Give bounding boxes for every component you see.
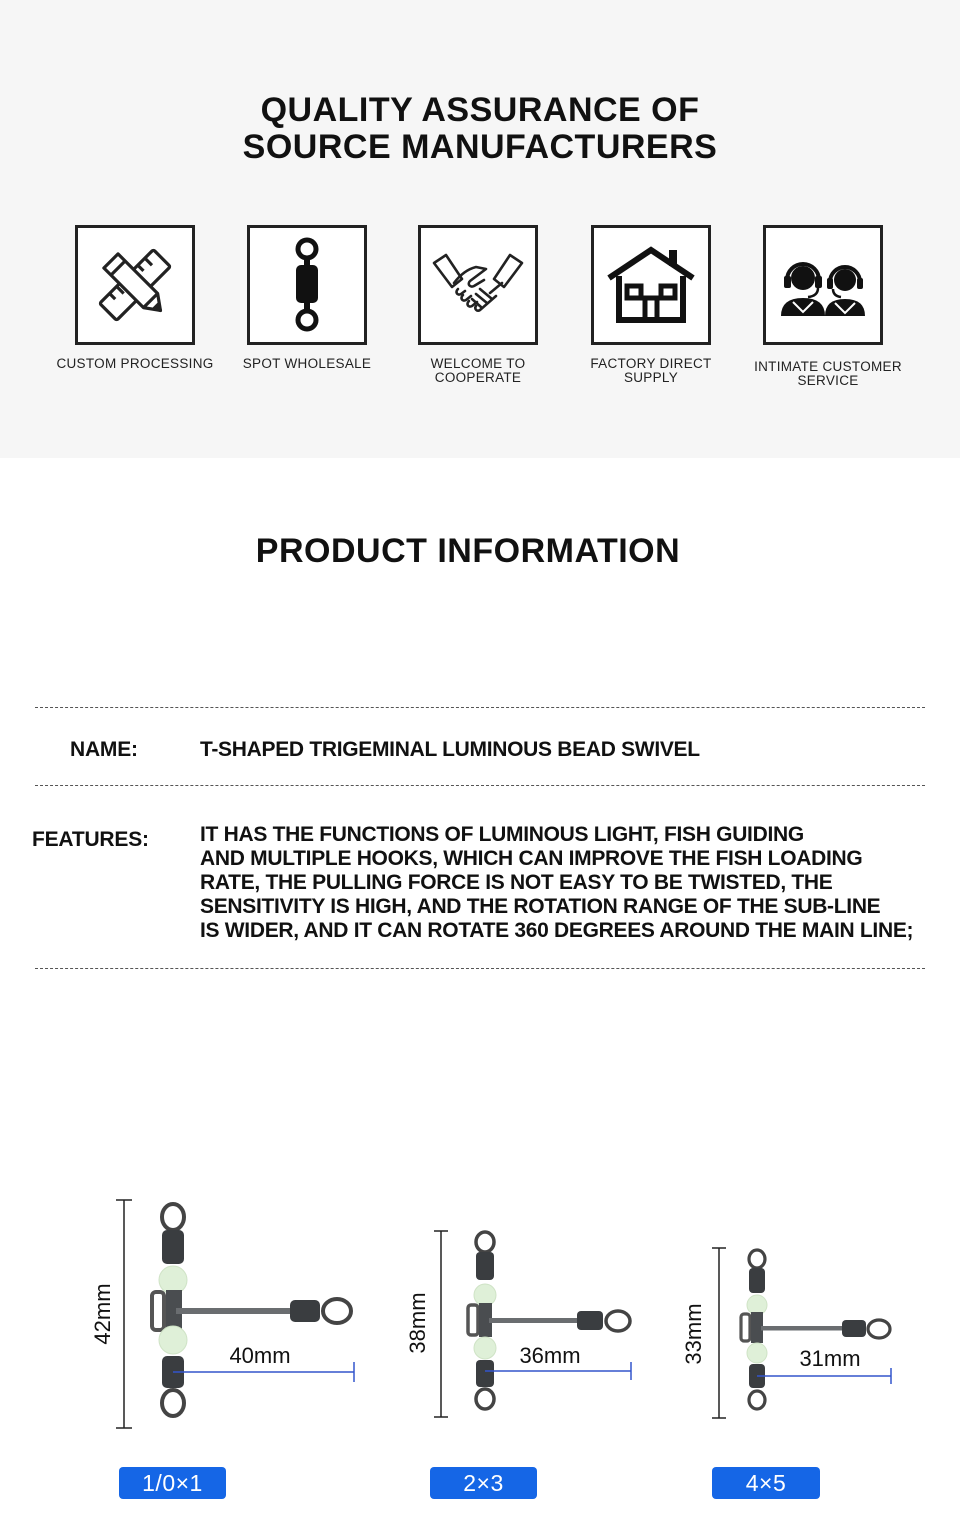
- product-image-size-2: [395, 1225, 655, 1425]
- product-image-size-3: [675, 1242, 905, 1424]
- feature-customer-service: [733, 225, 913, 388]
- height-label: 42mm: [90, 1283, 115, 1345]
- feature-label: SPOT WHOLESALE: [242, 356, 372, 371]
- feature-icon-box: [418, 225, 538, 345]
- name-label: NAME:: [70, 738, 138, 761]
- divider: [35, 707, 925, 708]
- height-label: 33mm: [681, 1303, 706, 1365]
- feature-welcome-cooperate: [388, 225, 568, 385]
- swivel-body: [468, 1232, 630, 1409]
- features-line: RATE, THE PULLING FORCE IS NOT EASY TO BE TWISTED, THE: [200, 871, 833, 894]
- features-line: SENSITIVITY IS HIGH, AND THE ROTATION RANGE OF THE SUB-LINE: [200, 895, 881, 918]
- width-label: 31mm: [799, 1346, 861, 1371]
- divider: [35, 968, 925, 969]
- features-line: AND MULTIPLE HOOKS, WHICH CAN IMPROVE THE FISH LOADING: [200, 847, 863, 870]
- headset-support-icon: [773, 250, 873, 320]
- feature-custom-processing: [45, 225, 225, 371]
- feature-spot-wholesale: [217, 225, 397, 371]
- pencil-ruler-icon: [93, 243, 177, 327]
- feature-label: [733, 360, 913, 388]
- swivel-body: [741, 1250, 890, 1409]
- height-dimension: [434, 1231, 448, 1417]
- features-line: IT HAS THE FUNCTIONS OF LUMINOUS LIGHT, FISH GUIDING: [200, 823, 804, 846]
- feature-factory-direct: [560, 225, 740, 385]
- name-value: T-SHAPED TRIGEMINAL LUMINOUS BEAD SWIVEL: [200, 738, 700, 761]
- height-dimension: [712, 1248, 726, 1418]
- features-label: FEATURES:: [32, 828, 149, 851]
- feature-icon-box: [75, 225, 195, 345]
- quality-title-line1: QUALITY ASSURANCE OF: [260, 91, 700, 129]
- features-line: IS WIDER, AND IT CAN ROTATE 360 DEGREES AROUND THE MAIN LINE;: [200, 919, 914, 942]
- width-label: 40mm: [229, 1343, 291, 1368]
- feature-icon-box: [591, 225, 711, 345]
- size-badge: 1/0×1: [119, 1467, 226, 1499]
- house-icon: [605, 244, 697, 326]
- feature-label: CUSTOM PROCESSING: [56, 356, 214, 371]
- product-image-size-1: [80, 1190, 370, 1440]
- features-text: [200, 823, 913, 943]
- height-label: 38mm: [405, 1292, 430, 1354]
- divider: [35, 785, 925, 786]
- size-badge: 4×5: [712, 1467, 820, 1499]
- quality-title-line2: SOURCE MANUFACTURERS: [242, 128, 718, 166]
- width-label: 36mm: [519, 1343, 581, 1368]
- feature-icon-box: [763, 225, 883, 345]
- feature-label: [560, 357, 740, 385]
- product-info-title: PRODUCT INFORMATION: [255, 532, 681, 570]
- feature-label-text: FACTORY DIRECT SUPPLY: [590, 356, 712, 385]
- height-dimension: [116, 1200, 132, 1428]
- swivel-icon: [277, 237, 337, 333]
- handshake-icon: [432, 249, 524, 321]
- quality-title: [0, 92, 960, 166]
- swivel-body: [152, 1204, 351, 1416]
- size-badge: 2×3: [430, 1467, 537, 1499]
- feature-icon-box: [247, 225, 367, 345]
- feature-label: WELCOME TO COOPERATE: [430, 356, 526, 385]
- feature-label-text: INTIMATE CUSTOMER SERVICE: [754, 359, 902, 388]
